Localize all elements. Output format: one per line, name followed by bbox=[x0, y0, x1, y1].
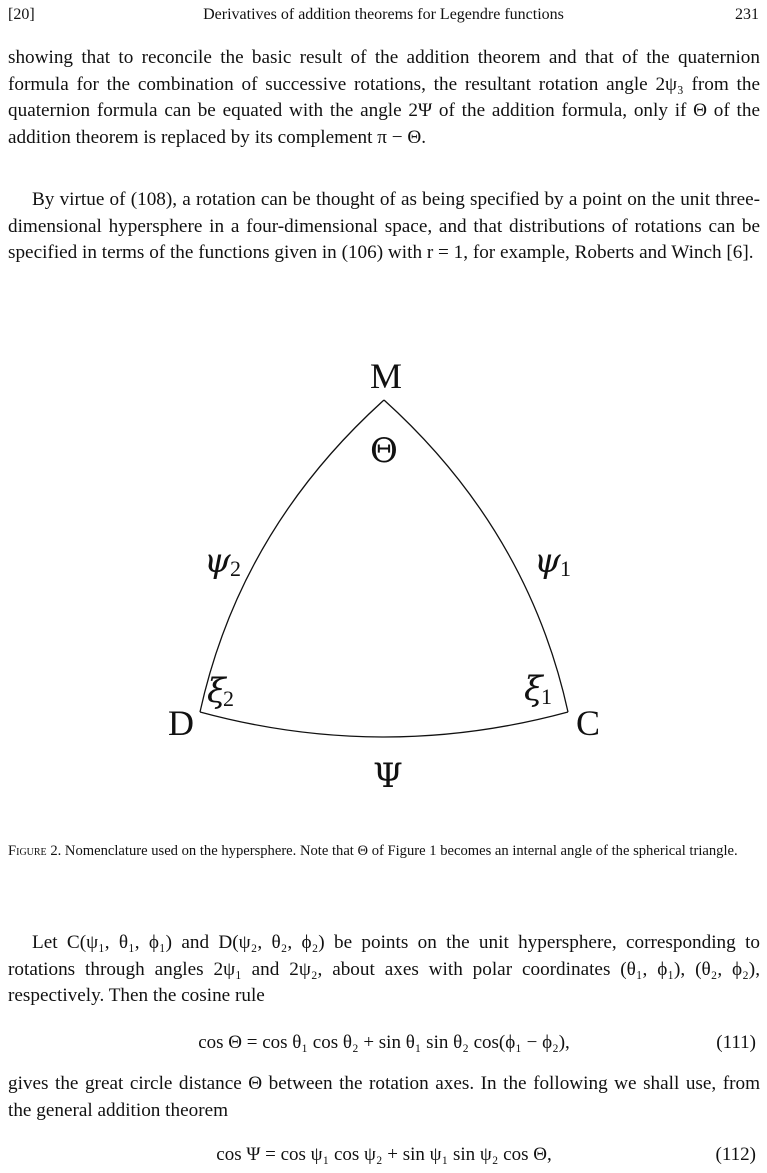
side-MC-label: ψ bbox=[534, 541, 561, 581]
paragraph-3: Let C(ψ₁, θ₁, ϕ₁) and D(ψ₂, θ₂, ϕ₂) be points on the unit hypersphere, corresponding to rotations through angles 2ψ₁ and 2ψ₂, about axes with polar coordinates (θ₁, ϕ₁), (θ₂, ϕ₂), respectively. Then the cosine rule bbox=[8, 932, 760, 1006]
side-MC-subscript: 1 bbox=[560, 556, 571, 581]
angle-M-label: Θ bbox=[370, 431, 398, 471]
angle-D-subscript: 2 bbox=[223, 686, 234, 711]
vertex-C-label: C bbox=[576, 703, 601, 743]
equation-111-expression: cos Θ = cos θ₁ cos θ₂ + sin θ₁ sin θ₂ cos(ϕ₁ − ϕ₂), bbox=[198, 1032, 570, 1053]
paragraph-4: gives the great circle distance Θ between the rotation axes. In the following we shall use, from the general addition theorem bbox=[8, 1073, 760, 1121]
paragraph-1: showing that to reconcile the basic result of the addition theorem and that of the quaternion formula for the combination of successive rotations, the resultant rotation angle 2ψ₃ from the quaternion formula can be equated with the angle 2Ψ of the addition formula, only if Θ of the addition theorem is replaced by its complement π − Θ. bbox=[8, 47, 760, 148]
angle-C-label: ξ bbox=[524, 669, 543, 709]
vertex-D-label: D bbox=[168, 703, 194, 743]
figure-caption-label: Figure 2. bbox=[8, 843, 62, 859]
equation-112-expression: cos Ψ = cos ψ₁ cos ψ₂ + sin ψ₁ sin ψ₂ cos Θ, bbox=[216, 1144, 552, 1165]
figure-caption bbox=[8, 840, 760, 862]
side-DC-label: Ψ bbox=[373, 756, 403, 796]
paragraph-2: By virtue of (108), a rotation can be thought of as being specified by a point on the unit three-dimensional hypersphere in a four-dimensional space, and that distributions of rotations can be specified in terms of the functions given in (106) with r = 1, for example, Roberts and Winch [6]. bbox=[8, 189, 760, 263]
side-MD-subscript: 2 bbox=[230, 556, 241, 581]
running-title: Derivatives of addition theorems for Legendre functions bbox=[203, 6, 564, 23]
page-number: 231 bbox=[735, 6, 759, 23]
equation-111-number: (111) bbox=[716, 1032, 756, 1053]
arc-DC bbox=[200, 712, 568, 737]
equation-112 bbox=[8, 1144, 760, 1170]
equation-111 bbox=[8, 1032, 760, 1058]
figure-caption-text: Nomenclature used on the hypersphere. Note that Θ of Figure 1 becomes an internal angle of the spherical triangle. bbox=[64, 843, 738, 859]
spherical-triangle-figure bbox=[0, 350, 767, 800]
side-MD-label: ψ bbox=[204, 541, 231, 581]
angle-C-subscript: 1 bbox=[541, 684, 552, 709]
angle-D-label: ξ bbox=[207, 671, 226, 711]
running-header bbox=[8, 6, 759, 28]
section-number: [20] bbox=[8, 6, 35, 23]
equation-112-number: (112) bbox=[715, 1144, 756, 1165]
vertex-M-label: M bbox=[370, 356, 403, 396]
